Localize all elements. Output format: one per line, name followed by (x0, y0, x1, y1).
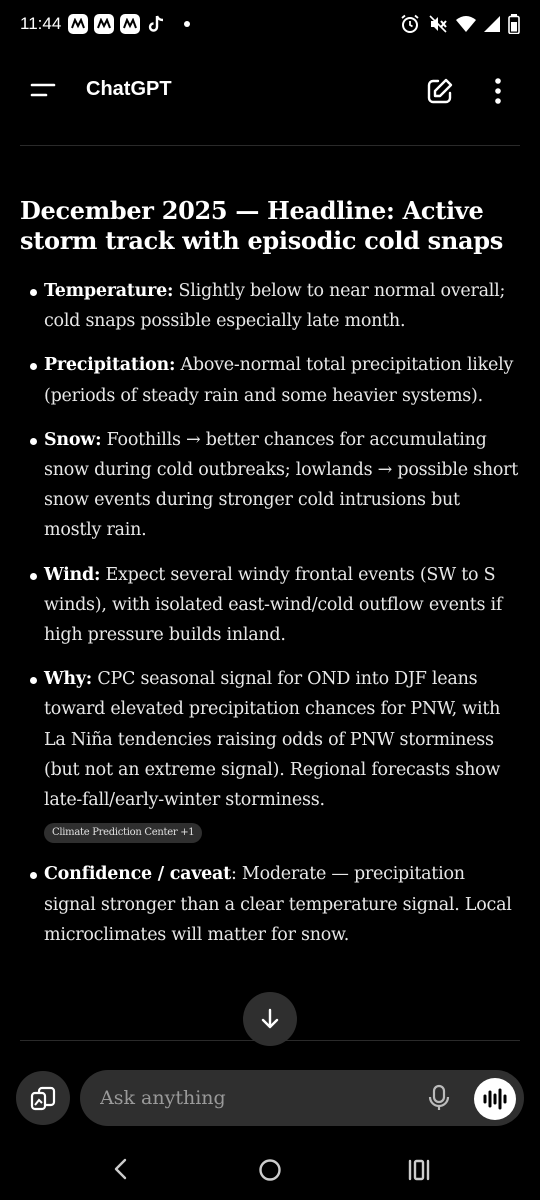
battery-icon (508, 14, 520, 34)
bullet-confidence (20, 859, 520, 950)
recents-icon[interactable] (406, 1157, 432, 1183)
attach-button[interactable] (16, 1071, 70, 1125)
header-divider (20, 145, 520, 146)
composer (0, 1062, 540, 1132)
source-citation-chip[interactable]: Climate Prediction Center +1 (44, 823, 202, 843)
n-icon (120, 14, 140, 34)
home-icon[interactable] (257, 1157, 283, 1183)
app-title: ChatGPT (86, 78, 172, 100)
n-icon (68, 14, 88, 34)
bullet-text: Above-normal total precipitation likely (periods of steady rain and some heavier systems). (44, 355, 514, 406)
wifi-icon (456, 15, 476, 33)
bullet-text: CPC seasonal signal for OND into DJF leans toward elevated precipitation chances for PNW, with La Niña tendencies raising odds of PNW storminess (but not an extreme signal). Regional forecasts show late-fall/early-winter storminess. (44, 669, 501, 811)
signal-icon (484, 16, 500, 32)
bullet-text: Expect several windy frontal events (SW to S winds), with isolated east-wind/cold outflow events if high pressure builds inland. (44, 564, 503, 646)
bullet-label: Why: (44, 669, 93, 690)
attach-icon (29, 1084, 57, 1112)
bullet-text: Slightly below to near normal overall; cold snaps possible especially late month. (44, 281, 506, 332)
system-nav-bar (0, 1140, 540, 1200)
bullet-why (20, 664, 520, 845)
top-app-bar (0, 60, 540, 124)
menu-icon[interactable] (28, 76, 58, 106)
tiktok-icon (146, 14, 166, 34)
bullet-label: Confidence / caveat (44, 864, 231, 885)
message-input[interactable] (100, 1070, 400, 1126)
mute-icon (428, 14, 448, 34)
status-bar (0, 0, 540, 52)
bullet-text: : Moderate — precipitation signal stronger than a clear temperature signal. Local microclimates will matter for snow. (44, 864, 512, 945)
message-input-container (80, 1070, 524, 1126)
bullet-label: Precipitation: (44, 355, 176, 376)
bullet-text: Foothills → better chances for accumulating snow during cold outbreaks; lowlands → possible short snow events during stronger cold intrusions but mostly rain. (44, 429, 519, 541)
bullet-list (20, 276, 520, 950)
voice-mode-button[interactable] (474, 1078, 516, 1120)
voice-mode-icon (482, 1088, 508, 1110)
bullet-temperature (20, 276, 520, 336)
new-chat-icon[interactable] (424, 75, 456, 107)
back-icon[interactable] (108, 1156, 134, 1182)
scroll-to-bottom-button[interactable] (243, 992, 297, 1046)
more-icon[interactable] (484, 75, 512, 107)
bullet-snow (20, 425, 520, 546)
mic-icon[interactable] (426, 1084, 452, 1112)
bullet-wind (20, 560, 520, 651)
message-headline: December 2025 — Headline: Active storm track with episodic cold snaps (20, 196, 503, 255)
n-icon (94, 14, 114, 34)
system-icons (400, 14, 520, 34)
bullet-label: Temperature: (44, 281, 174, 301)
status-time: 11:44 (20, 14, 62, 33)
notification-dot-icon (184, 21, 190, 27)
notification-icons (68, 14, 190, 34)
bullet-label: Wind: (44, 564, 101, 585)
arrow-down-icon (258, 1007, 282, 1031)
alarm-icon (400, 14, 420, 34)
bullet-label: Snow: (44, 429, 102, 450)
bullet-precipitation (20, 350, 520, 410)
assistant-message (20, 196, 520, 964)
